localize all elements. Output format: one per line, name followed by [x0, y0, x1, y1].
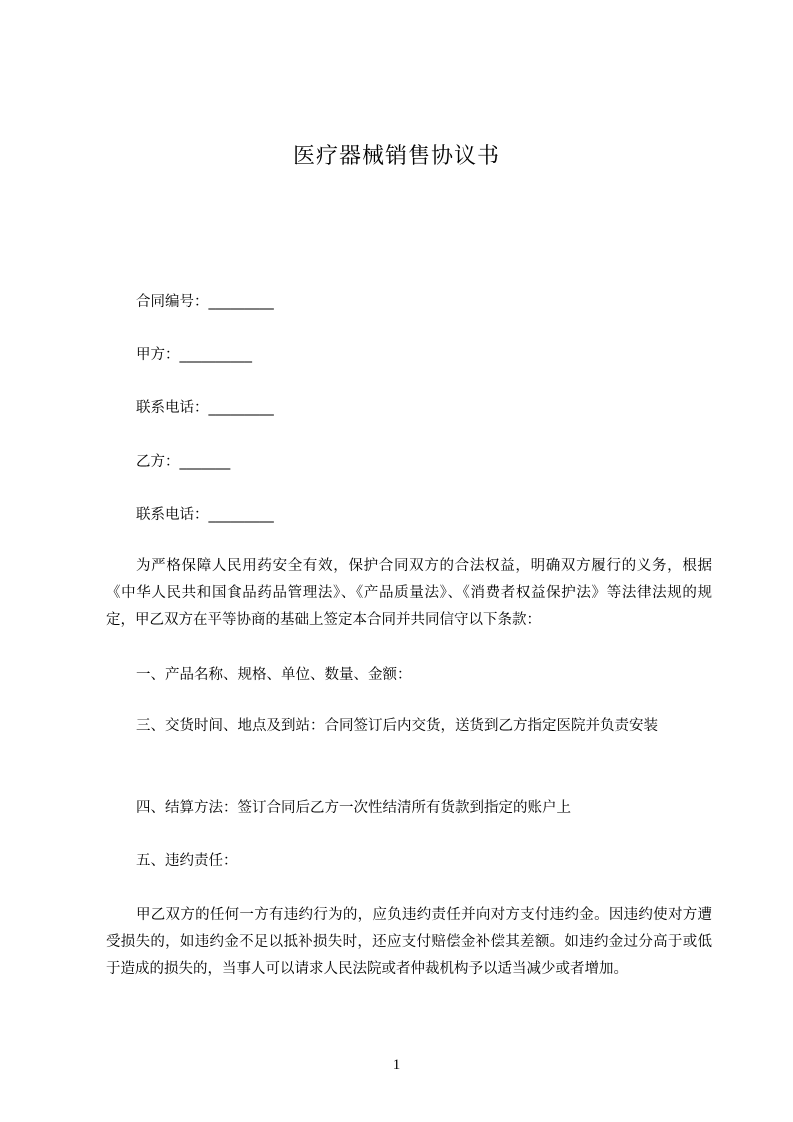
party-b-phone-blank: _________ [208, 507, 274, 523]
party-a-phone-blank: _________ [208, 400, 274, 416]
party-a-field [136, 345, 252, 365]
party-a-phone-field [136, 398, 274, 418]
party-a-label: 甲方： [136, 347, 180, 363]
intro-paragraph: 为严格保障人民用药安全有效，保护合同双方的合法权益，明确双方履行的义务，根据《中华人民共和国食品药品管理法》、《产品质量法》、《消费者权益保护法》等法律法规的规定，甲乙双方在平等协商的基础上签定本合同并共同信守以下条款： [106, 558, 712, 628]
contract-number-field [136, 292, 274, 312]
party-b-phone-label: 联系电话： [136, 507, 209, 523]
contract-number-blank: _________ [208, 294, 274, 310]
breach-paragraph: 甲乙双方的任何一方有违约行为的，应负违约责任并向对方支付违约金。因违约使对方遭受损失的，如违约金不足以抵补损失时，还应支付赔偿金补偿其差额。如违约金过分高于或低于造成的损失的，当事人可以请求人民法院或者仲裁机构予以适当减少或者增加。 [106, 907, 712, 977]
section-breach-heading: 五、违约责任： [136, 853, 238, 869]
document-title: 医疗器械销售协议书 [292, 144, 500, 169]
party-b-blank: _______ [179, 454, 231, 470]
party-b-label: 乙方： [136, 454, 180, 470]
section-settlement-heading: 四、结算方法：签订合同后乙方一次性结清所有货款到指定的账户上 [136, 800, 571, 816]
section-delivery-paragraph: 三、交货时间、地点及到站：合同签订后内交货，送货到乙方指定医院并负责安装 [136, 718, 658, 734]
contract-number-label: 合同编号： [136, 294, 209, 310]
party-b-phone-field [136, 505, 274, 525]
party-a-blank: __________ [179, 347, 252, 363]
section-product-heading: 一、产品名称、规格、单位、数量、金额： [136, 667, 412, 683]
party-b-field [136, 452, 230, 472]
party-a-phone-label: 联系电话： [136, 400, 209, 416]
page-number: 1 [392, 1057, 401, 1073]
